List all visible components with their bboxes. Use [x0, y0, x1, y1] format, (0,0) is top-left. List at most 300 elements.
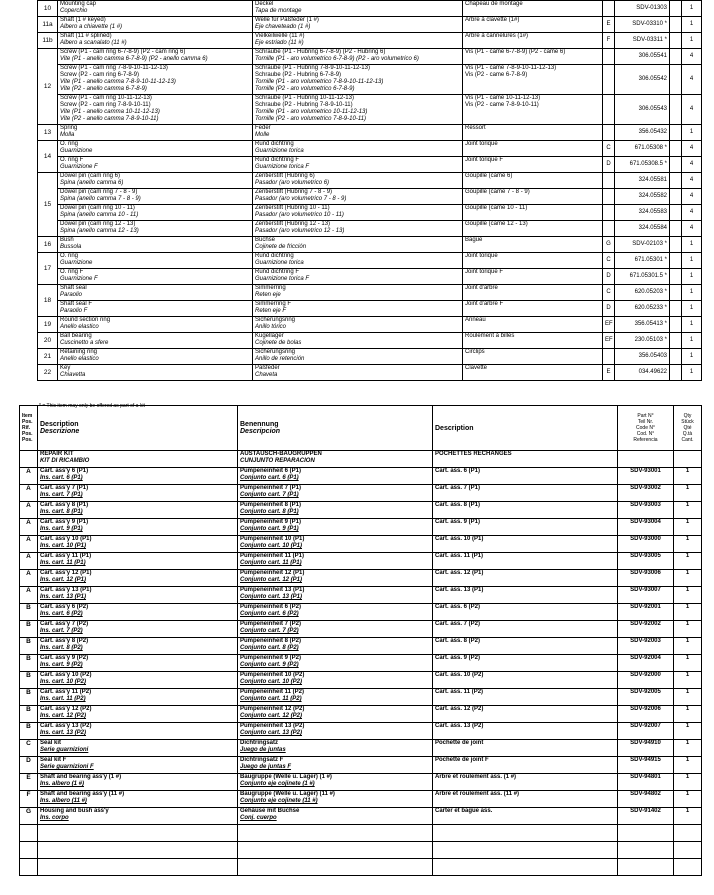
kit-desc-fr: Cart. ass. 13 (P1) [433, 587, 618, 604]
kit-desc-de-es [238, 468, 433, 485]
kit-pos: B [20, 723, 38, 740]
kit-row [20, 740, 702, 757]
desc-en: Retaining ring [60, 349, 98, 355]
desc-fr [463, 157, 603, 173]
desc-fr [463, 237, 603, 253]
desc-es: Guarnizione torica [255, 260, 304, 266]
part-number: 306.05542 [615, 65, 670, 95]
desc-de: Rund dichtring [255, 253, 294, 259]
part-number: 324.05584 [615, 221, 670, 237]
desc-es: Anillo de retención [255, 356, 305, 362]
quantity: 1 [682, 17, 702, 33]
kit-mark [603, 221, 615, 237]
part-number: 324.05583 [615, 205, 670, 221]
kit-mark [603, 65, 615, 95]
kit-mark [603, 49, 615, 65]
desc-fr-text: Joint d'arbre [465, 285, 498, 291]
table-row [38, 221, 702, 237]
item-pos: 18 [38, 285, 58, 317]
desc-en: O. ring F [60, 269, 84, 275]
item-pos: 16 [38, 237, 58, 253]
kit-desc-de: Baugruppe (Welle u. Lager) (11 #) [240, 791, 335, 797]
desc-it: Spina (anello camma 7 - 8 - 9) [60, 196, 141, 202]
kit-part-number: SDV-94802 [618, 791, 674, 808]
kit-desc-de-es [238, 757, 433, 774]
desc-it: Albero a scanalato (11 #) [60, 40, 127, 46]
kit-quantity: 1 [674, 808, 702, 825]
kit-row [20, 502, 702, 519]
kit-mark [603, 205, 615, 221]
desc-fr-text: Anneau [465, 317, 486, 323]
kit-desc-en: Cart. ass'y 10 (P2) [40, 672, 92, 678]
kit-part-number: SDV-92003 [618, 638, 674, 655]
kit-pos: B [20, 655, 38, 672]
quantity: 1 [682, 365, 702, 381]
desc-fr-text: Vis (P1 - came 7-8-9-10-11-12-13) [465, 65, 557, 71]
table-row [38, 33, 702, 49]
item-pos: 12 [38, 49, 58, 125]
kit-row [20, 468, 702, 485]
kit-header-row [20, 406, 702, 451]
spacer-cell [670, 33, 682, 49]
kit-desc-en-it [38, 621, 238, 638]
desc-fr-text: Joint torique [465, 141, 498, 147]
spacer-cell [670, 173, 682, 189]
kit-quantity: 1 [674, 757, 702, 774]
kit-desc-de-es [238, 706, 433, 723]
part-number: 356.05432 [615, 125, 670, 141]
kit-pos: B [20, 638, 38, 655]
kit-desc-en: Seal kit F [40, 757, 67, 763]
desc-it: Vite (P1 - anello camma 7-8-9-10-11-12-13) [60, 79, 176, 85]
desc-en: Shaft seal [60, 285, 87, 291]
desc-de-es [253, 65, 463, 95]
empty-cell [38, 859, 238, 876]
desc-de: Sicherungsring [255, 317, 296, 323]
kit-desc-en: Cart. ass'y 13 (P2) [40, 723, 92, 729]
desc-it: Spina (anello camma 12 - 13) [60, 228, 139, 234]
kit-pos: A [20, 502, 38, 519]
kit-pos: B [20, 706, 38, 723]
empty-cell [618, 825, 674, 842]
kit-desc-it: Ins. cart. 9 (P1) [40, 526, 83, 532]
kit-pos: A [20, 485, 38, 502]
desc-de: Buchse [255, 237, 276, 243]
desc-en-it [58, 17, 253, 33]
desc-fr [463, 317, 603, 333]
qty-label: Q.tà [682, 431, 693, 437]
kit-quantity: 1 [674, 740, 702, 757]
kit-desc-en-it [38, 774, 238, 791]
kit-desc-it: Ins. cart. 13 (P1) [40, 594, 87, 600]
table-row [38, 189, 702, 205]
desc-it: Guarnizione F [60, 164, 98, 170]
part-number: 306.05541 [615, 49, 670, 65]
spacer-cell [670, 125, 682, 141]
kit-row [20, 655, 702, 672]
item-pos: 10 [38, 1, 58, 17]
table-row [38, 95, 702, 125]
desc-en-it [58, 221, 253, 237]
desc-it: Guarnizione F [60, 276, 98, 282]
empty-cell [433, 859, 618, 876]
kit-desc-es: Conjunto cart. 9 (P2) [240, 662, 299, 668]
desc-fr-text: Roulement à billes [465, 333, 515, 339]
kit-desc-en: Cart. ass'y 12 (P2) [40, 706, 92, 712]
kit-pos: D [20, 757, 38, 774]
desc-es: Chaveta [255, 372, 278, 378]
empty-cell [618, 451, 674, 468]
spacer-cell [670, 333, 682, 349]
desc-en-2: Screw (P2 - cam ring 7-8-9-10-11) [60, 102, 151, 108]
desc-de: Rund dichtring F [255, 157, 300, 163]
kit-row [20, 774, 702, 791]
kit-part-number: SDV-92007 [618, 723, 674, 740]
desc-it: Paraolio F [60, 308, 88, 314]
spacer-cell [670, 65, 682, 95]
desc-en: Shaft seal F [60, 301, 93, 307]
kit-desc-fr: Arbre et roulement ass. (1 #) [433, 774, 618, 791]
kit-quantity: 1 [674, 570, 702, 587]
spacer-cell [670, 49, 682, 65]
kit-desc-de-es [238, 502, 433, 519]
kit-desc-fr: Pochette de joint [433, 740, 618, 757]
desc-fr-text: Joint d'arbre F [465, 301, 504, 307]
desc-fr-text: Goupille (came 12 - 13) [465, 221, 528, 227]
kit-desc-en-it [38, 689, 238, 706]
kit-title-it: KIT DI RICAMBIO [40, 458, 90, 464]
quantity: 1 [682, 333, 702, 349]
quantity: 1 [682, 1, 702, 17]
kit-desc-fr: Cart. ass. 10 (P1) [433, 536, 618, 553]
kit-desc-en-it [38, 570, 238, 587]
kit-row [20, 485, 702, 502]
pos-label: Item [22, 413, 33, 419]
kit-desc-en-it [38, 485, 238, 502]
desc-en: Dowel pin (cam ring 7 - 8 - 9) [60, 189, 138, 195]
kit-desc-it: Ins. corpo [40, 815, 69, 821]
kit-desc-fr: Cart. ass. 10 (P2) [433, 672, 618, 689]
kit-desc-de: Dichtringsatz F [240, 757, 284, 763]
kit-desc-en-it [38, 706, 238, 723]
table-row [38, 125, 702, 141]
kit-desc-de: Baugruppe (Welle u. Lager) (1 #) [240, 774, 332, 780]
kit-quantity: 1 [674, 587, 702, 604]
spacer-cell [670, 317, 682, 333]
kit-part-number: SDV-92006 [618, 706, 674, 723]
quantity: 1 [682, 125, 702, 141]
desc-en-it [58, 189, 253, 205]
desc-fr [463, 189, 603, 205]
kit-desc-de: Pumpeneinheit 8 (P1) [240, 502, 302, 508]
empty-cell [674, 825, 702, 842]
empty-cell [433, 842, 618, 859]
desc-fr-text: Joint torique [465, 253, 498, 259]
kit-desc-es: Conjunto cart. 11 (P1) [240, 560, 302, 566]
kit-desc-es: Conj. cuerpo [240, 815, 277, 821]
kit-quantity: 1 [674, 689, 702, 706]
kit-desc-de: Pumpeneinheit 12 (P2) [240, 706, 305, 712]
desc-en: O. ring [60, 253, 79, 259]
table-row [38, 157, 702, 173]
part-number: SDV-02103 * [615, 237, 670, 253]
spacer-cell [670, 205, 682, 221]
kit-desc-fr: Cart. ass. 12 (P1) [433, 570, 618, 587]
desc-it: Vite (P1 - anello camma 6-7-8-9) (P2 - anello camma 6) [60, 56, 208, 62]
kit-table [19, 405, 702, 876]
desc-de: Simmerring F [255, 301, 292, 307]
desc-de-es [253, 125, 463, 141]
empty-cell [238, 842, 433, 859]
kit-mark: C [603, 285, 615, 301]
kit-desc-it: Ins. cart. 7 (P2) [40, 628, 83, 634]
desc-header-de-es [238, 406, 433, 451]
desc-it: Chiavetta [60, 372, 86, 378]
empty-row [20, 825, 702, 842]
desc-de-2: Schraube (P2 - Hubring 7-8-9-10-11) [255, 102, 353, 108]
kit-title-fr: POCHETTES RECHANGES [433, 451, 618, 468]
quantity: 4 [682, 173, 702, 189]
kit-desc-es: Juego de juntas [240, 747, 286, 753]
desc-de: Schraube (P1 - Hubring 7-8-9-10-11-12-13) [255, 65, 370, 71]
quantity: 1 [682, 349, 702, 365]
kit-quantity: 1 [674, 502, 702, 519]
table-row [38, 253, 702, 269]
kit-desc-en: Cart. ass'y 8 (P1) [40, 502, 89, 508]
desc-es: Anillo tórico [255, 324, 287, 330]
kit-row [20, 757, 702, 774]
desc-de-es [253, 285, 463, 301]
kit-desc-it: Ins. cart. 12 (P2) [40, 713, 87, 719]
kit-desc-es: Conjunto eje cojinete (11 #) [240, 798, 318, 804]
kit-desc-en-it [38, 638, 238, 655]
kit-quantity: 1 [674, 519, 702, 536]
desc-en-it [58, 317, 253, 333]
kit-desc-de-es [238, 689, 433, 706]
kit-desc-de: Pumpeneinheit 9 (P2) [240, 655, 302, 661]
desc-fr [463, 269, 603, 285]
desc-en-it [58, 95, 253, 125]
kit-desc-en-it [38, 808, 238, 825]
desc-fr-2: Vis (P2 - came 6-7-8-9) [465, 72, 528, 78]
item-pos: 11b [38, 33, 58, 49]
kit-desc-de-es [238, 536, 433, 553]
empty-row [20, 859, 702, 876]
desc-en-it [58, 285, 253, 301]
spacer-cell [670, 221, 682, 237]
desc-en: Shaft (1 # keyed) [60, 17, 106, 23]
desc-de: Schraube (P1 - Hubring 10-11-12-13) [255, 95, 354, 101]
desc-es: Molle [255, 132, 270, 138]
desc-de-es [253, 221, 463, 237]
desc-fr [463, 49, 603, 65]
kit-desc-en: Housing and bush ass'y [40, 808, 109, 814]
spacer-cell [670, 1, 682, 17]
quantity: 1 [682, 317, 702, 333]
kit-pos: A [20, 553, 38, 570]
quantity: 1 [682, 33, 702, 49]
empty-cell [433, 825, 618, 842]
desc-en-it [58, 65, 253, 95]
kit-desc-en-it [38, 672, 238, 689]
kit-desc-es: Conjunto cart. 8 (P2) [240, 645, 299, 651]
kit-desc-fr: Cart. ass. 7 (P1) [433, 485, 618, 502]
desc-fr [463, 349, 603, 365]
kit-row [20, 570, 702, 587]
desc-es: Guarnizione torica F [255, 164, 310, 170]
desc-fr [463, 301, 603, 317]
item-pos: 20 [38, 333, 58, 349]
desc-fr [463, 125, 603, 141]
desc-fr [463, 65, 603, 95]
kit-pos: A [20, 519, 38, 536]
desc-en: Mounting cap [60, 1, 97, 7]
desc-es: Pasador (aro volumetrico 7 - 8 - 9) [255, 196, 347, 202]
kit-title-de-es [238, 451, 433, 468]
desc-it: Molla [60, 132, 75, 138]
kit-desc-de-es [238, 638, 433, 655]
kit-desc-en: Cart. ass'y 9 (P2) [40, 655, 89, 661]
desc-de-es [253, 253, 463, 269]
kit-desc-es: Conjunto cart. 11 (P2) [240, 696, 302, 702]
kit-row [20, 791, 702, 808]
table-row [38, 365, 702, 381]
kit-desc-de-es [238, 723, 433, 740]
kit-quantity: 1 [674, 468, 702, 485]
desc-en-it [58, 269, 253, 285]
kit-desc-fr: Cart. ass. 9 (P2) [433, 655, 618, 672]
part-number: 324.05581 [615, 173, 670, 189]
desc-en-it [58, 301, 253, 317]
desc-en: Dowel pin (cam ring 12 - 13) [60, 221, 136, 227]
kit-desc-en-it [38, 502, 238, 519]
spacer-cell [670, 269, 682, 285]
quantity: 4 [682, 221, 702, 237]
item-pos: 14 [38, 141, 58, 173]
kit-mark [603, 173, 615, 189]
table-row [38, 65, 702, 95]
desc-es: Tapa de montage [255, 8, 302, 14]
kit-desc-de-es [238, 672, 433, 689]
desc-de-es [253, 349, 463, 365]
kit-mark: E [603, 365, 615, 381]
desc-it: Cuscinetto a sfere [60, 340, 109, 346]
item-pos: 22 [38, 365, 58, 381]
desc-de: Kugellager [255, 333, 284, 339]
part-number: SDV-03311 * [615, 33, 670, 49]
desc-fr-text: Joint torique F [465, 269, 504, 275]
desc-es: Pasador (aro volumetrico 12 - 13) [255, 228, 345, 234]
part-number: 356.05413 * [615, 317, 670, 333]
kit-desc-de-es [238, 485, 433, 502]
part-label: Cod. N° [636, 431, 655, 437]
table-row [38, 173, 702, 189]
desc-en-it [58, 125, 253, 141]
desc-de: Simmerring [255, 285, 286, 291]
desc-it: Anello elastico [60, 356, 99, 362]
kit-desc-es: Conjunto cart. 7 (P2) [240, 628, 299, 634]
kit-mark: C [603, 141, 615, 157]
part-number: 671.05308.5 * [615, 157, 670, 173]
desc-es-2: Tornille (P2 - aro volumetrico 7-8-9-10-11) [255, 116, 367, 122]
kit-desc-en: Shaft and bearing ass'y (1 #) [40, 774, 122, 780]
desc-it: Guarnizione [60, 148, 93, 154]
desc-es: Cojinete de fricción [255, 244, 307, 250]
kit-part-number: SDV-93007 [618, 587, 674, 604]
kit-desc-de-es [238, 808, 433, 825]
kit-desc-en: Cart. ass'y 7 (P1) [40, 485, 89, 491]
kit-pos: E [20, 774, 38, 791]
desc-de-es [253, 317, 463, 333]
quantity: 1 [682, 301, 702, 317]
kit-mark: G [603, 237, 615, 253]
kit-desc-en: Cart. ass'y 11 (P2) [40, 689, 92, 695]
qty-label: Stück [681, 419, 694, 425]
desc-fr-text: Ressort [465, 125, 486, 131]
part-number: 671.05301 * [615, 253, 670, 269]
footnote: * = This item may only be offered as part of a kit [39, 403, 145, 409]
item-pos: 19 [38, 317, 58, 333]
desc-it: Anello elastico [60, 324, 99, 330]
item-pos: 15 [38, 173, 58, 237]
desc-de-es [253, 33, 463, 49]
part-label: Referencia [633, 437, 658, 443]
part-number: 620.05203 * [615, 285, 670, 301]
table-row [38, 349, 702, 365]
quantity: 4 [682, 65, 702, 95]
desc-de-2: Schraube (P2 - Hubring 6-7-8-9) [255, 72, 342, 78]
kit-mark [603, 349, 615, 365]
desc-fr-text: Vis (P1 - came 10-11-12-13) [465, 95, 541, 101]
desc-fr-text: Goupille (came 7 - 8 - 9) [465, 189, 530, 195]
quantity: 4 [682, 95, 702, 125]
spacer-cell [670, 349, 682, 365]
kit-desc-es: Conjunto cart. 12 (P2) [240, 713, 303, 719]
kit-desc-en-it [38, 604, 238, 621]
desc-en-it [58, 141, 253, 157]
kit-desc-en-it [38, 757, 238, 774]
kit-desc-en: Cart. ass'y 8 (P2) [40, 638, 89, 644]
table-row [38, 317, 702, 333]
desc-de: Zentierstift (Hubring 6) [255, 173, 315, 179]
desc-fr-text: Clavette [465, 365, 488, 371]
empty-cell [674, 451, 702, 468]
desc-de-es [253, 141, 463, 157]
spacer-cell [670, 365, 682, 381]
desc-es: Tornille (P1 - aro volumetrico 6-7-8-9) (P2 - aro volumetrico 6) [255, 56, 419, 62]
kit-desc-it: Ins. cart. 11 (P2) [40, 696, 86, 702]
kit-quantity: 1 [674, 485, 702, 502]
quantity: 4 [682, 157, 702, 173]
desc-es: Reten eje F [255, 308, 287, 314]
spacer-cell [670, 301, 682, 317]
kit-desc-de-es [238, 570, 433, 587]
kit-desc-de-es [238, 604, 433, 621]
kit-mark [603, 125, 615, 141]
desc-en: O. ring F [60, 157, 84, 163]
desc-en: Spring [60, 125, 78, 131]
empty-cell [38, 825, 238, 842]
desc-it: Guarnizione [60, 260, 93, 266]
kit-desc-de: Dichtringsatz [240, 740, 279, 746]
desc-es: Reten eje [255, 292, 281, 298]
kit-desc-de-es [238, 740, 433, 757]
kit-desc-de-es [238, 587, 433, 604]
desc-fr [463, 285, 603, 301]
spacer-cell [670, 157, 682, 173]
desc-de: Schraube (P1 - Hubring 6-7-8-9) (P2 - Hubring 6) [255, 49, 386, 55]
desc-de-es [253, 173, 463, 189]
